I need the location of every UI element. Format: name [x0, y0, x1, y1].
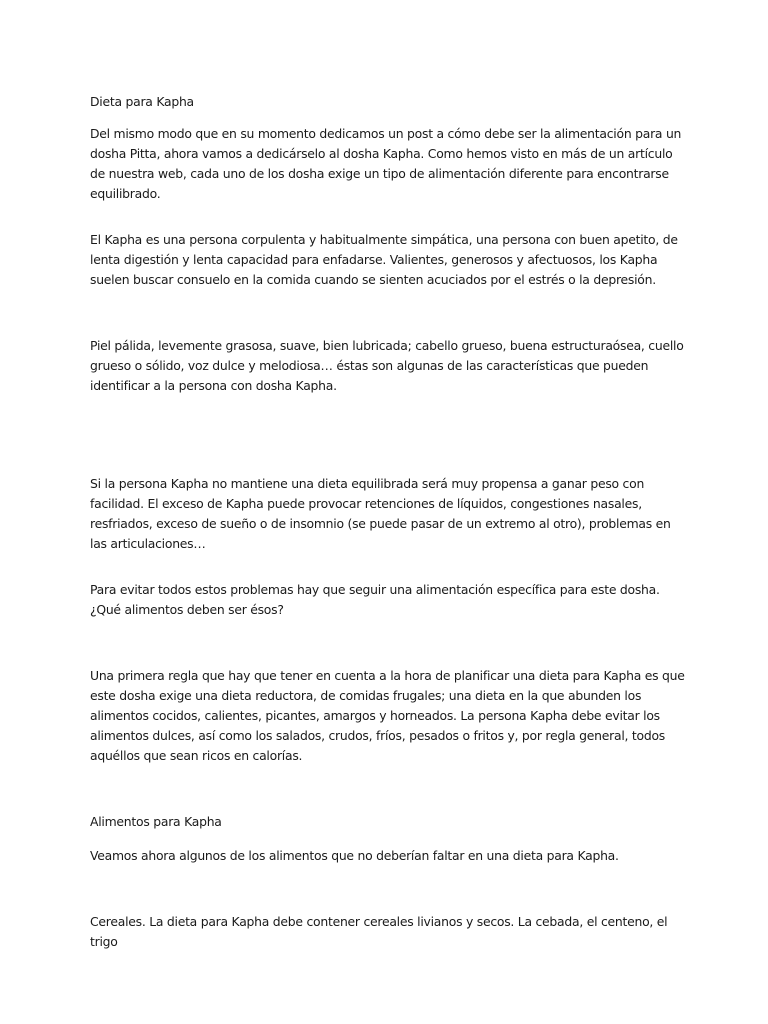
section-heading-alimentos: Alimentos para Kapha — [90, 814, 222, 829]
paragraph-first-rule: Una primera regla que hay que tener en cuenta a la hora de planificar una dieta para Kapha es que este dosha exige una dieta reductora, de comidas frugales; una dieta en la que abunden los alimentos cocidos, calientes, picantes, amargos y horneados. La persona Kapha debe evitar los alimentos dulces, así como los salados, crudos, fríos, pesados o fritos y, por regla general, todos aquéllos que sean ricos en calorías. — [90, 668, 685, 763]
paragraph-imbalance: Si la persona Kapha no mantiene una dieta equilibrada será muy propensa a ganar peso con facilidad. El exceso de Kapha puede provocar retenciones de líquidos, congestiones nasales, resfriados, exceso de sueño o de insomnio (se puede pasar de un extremo al otro), problemas en las articulaciones… — [90, 476, 671, 551]
paragraph-physical-traits: Piel pálida, levemente grasosa, suave, bien lubricada; cabello grueso, buena estructuraósea, cuello grueso o sólido, voz dulce y melodiosa… éstas son algunas de las características que pueden identificar a la persona con dosha Kapha. — [90, 338, 684, 393]
paragraph-intro: Del mismo modo que en su momento dedicamos un post a cómo debe ser la alimentación para un dosha Pitta, ahora vamos a dedicárselo al dosha Kapha. Como hemos visto en más de un artículo de nuestra web, cada uno de los dosha exige un tipo de alimentación diferente para encontrarse equilibrado. — [90, 126, 682, 201]
paragraph-cereales: Cereales. La dieta para Kapha debe contener cereales livianos y secos. La cebada, el centeno, el trigo — [90, 914, 668, 949]
document-title: Dieta para Kapha — [90, 94, 194, 109]
paragraph-foods-intro: Veamos ahora algunos de los alimentos que no deberían faltar en una dieta para Kapha. — [90, 848, 619, 863]
paragraph-question: Para evitar todos estos problemas hay que seguir una alimentación específica para este dosha. ¿Qué alimentos deben ser ésos? — [90, 582, 660, 617]
paragraph-kapha-persona: El Kapha es una persona corpulenta y habitualmente simpática, una persona con buen apetito, de lenta digestión y lenta capacidad para enfadarse. Valientes, generosos y afectuosos, los Kapha suelen buscar consuelo en la comida cuando se sienten acuciados por el estrés o la depresión. — [90, 232, 678, 287]
